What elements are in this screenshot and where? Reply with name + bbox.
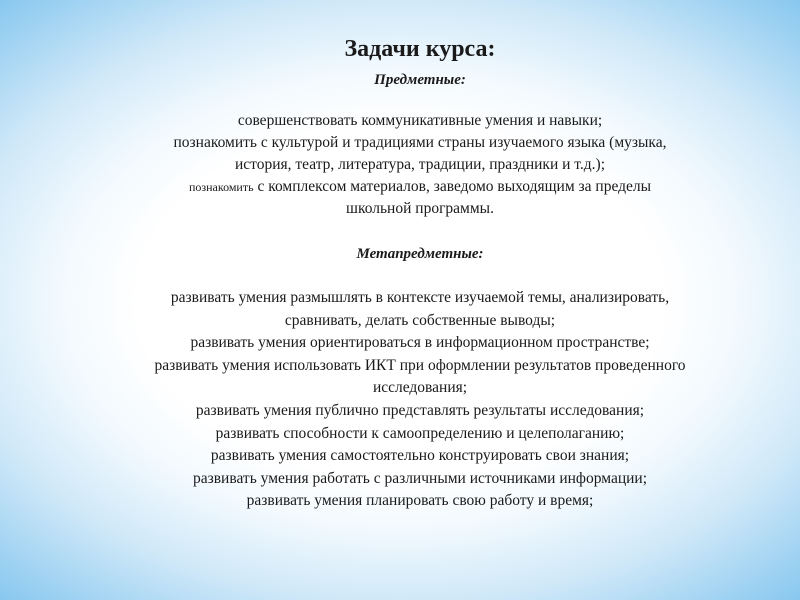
subject-task-small-prefix: познакомить [188, 180, 254, 194]
metasubject-task-line: развивать умения ориентироваться в информационном пространстве; [190, 334, 650, 352]
slide-title: Задачи курса: [344, 36, 496, 62]
metasubject-task-line: исследования; [372, 379, 468, 397]
section-heading-metasubject: Метапредметные: [356, 246, 484, 262]
subject-task-line: совершенствовать коммуникативные умения и навыки; [237, 112, 603, 129]
metasubject-task-line: развивать умения самостоятельно конструировать свои знания; [210, 447, 630, 465]
metasubject-task-line: развивать умения использовать ИКТ при оформлении результатов проведенного [154, 356, 686, 374]
subject-task-line: история, театр, литература, традиции, праздники и т.д.); [234, 156, 606, 173]
subject-task-line-with-prefix [60, 176, 780, 198]
subject-task-line: школьной программы. [346, 200, 494, 217]
metasubject-tasks-block [60, 287, 780, 513]
subject-task-line-rest: с комплексом материалов, заведомо выходящим за пределы [257, 178, 652, 195]
section-heading-subject: Предметные: [374, 72, 466, 88]
metasubject-task-line: развивать умения публично представлять результаты исследования; [195, 401, 645, 419]
subject-task-line: познакомить с культурой и традициями страны изучаемого языка (музыка, [173, 134, 667, 151]
metasubject-task-line: развивать умения планировать свою работу и время; [246, 492, 594, 510]
metasubject-task-line: сравнивать, делать собственные выводы; [284, 311, 556, 329]
metasubject-task-line: развивать способности к самоопределению и целеполаганию; [215, 424, 625, 442]
metasubject-task-line: развивать умения размышлять в контексте изучаемой темы, анализировать, [170, 289, 670, 306]
metasubject-task-line: развивать умения работать с различными источниками информации; [192, 469, 648, 487]
subject-tasks-block [60, 110, 780, 220]
